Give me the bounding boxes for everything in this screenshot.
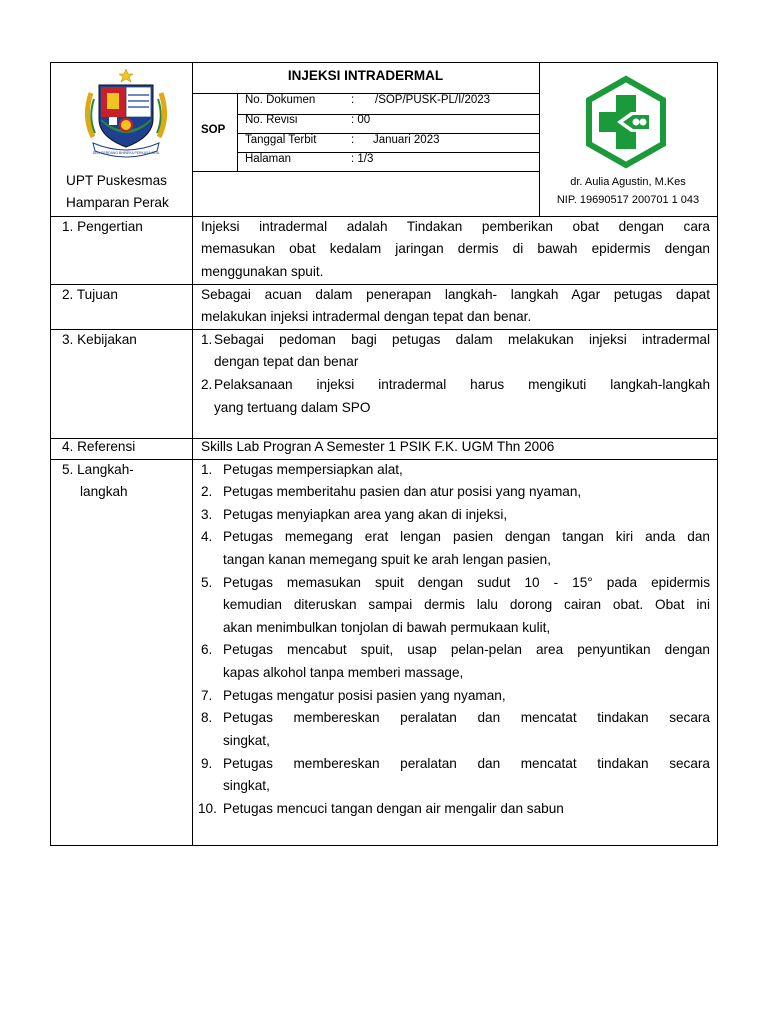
step-line: tangan kanan memegang spuit ke arah lengan pasien, bbox=[223, 552, 551, 567]
step-line: singkat, bbox=[223, 778, 270, 793]
seal-ribbon-text: DELI SERDANG BHINEKA PERKASA JAYA bbox=[92, 151, 160, 155]
section-label-langkah: 5. Langkah- bbox=[62, 462, 134, 477]
meta-label: Halaman bbox=[245, 153, 292, 165]
kebijakan-line: Pelaksanaan injeksi intradermal harus mengikuti langkah-langkah bbox=[214, 377, 710, 392]
divider bbox=[192, 171, 539, 172]
divider bbox=[192, 63, 193, 846]
step-number: 7. bbox=[201, 688, 213, 703]
kemenkes-logo bbox=[579, 75, 673, 169]
tujuan-line: melakukan injeksi intradermal dengan tepat dan benar. bbox=[201, 309, 532, 324]
step-number: 3. bbox=[201, 507, 213, 522]
signer-name: dr. Aulia Agustin, M.Kes bbox=[570, 176, 686, 188]
meta-label: No. Revisi bbox=[245, 114, 298, 126]
section-label-tujuan: 2. Tujuan bbox=[62, 287, 118, 302]
kebijakan-num: 1. bbox=[201, 332, 213, 347]
pengertian-line: memasukan obat kedalam jaringan dermis di bawah epidermis dengan bbox=[201, 241, 710, 256]
step-line: Petugas membereskan peralatan dan mencatat tindakan secara bbox=[223, 710, 710, 725]
meta-value: : 00 bbox=[351, 114, 371, 126]
step-line: Petugas memasukan spuit dengan sudut 10 - 15° pada epidermis bbox=[223, 575, 710, 590]
step-number: 8. bbox=[201, 710, 213, 725]
step-number: 4. bbox=[201, 529, 213, 544]
step-line: Petugas mencabut spuit, usap pelan-pelan area penyuntikan dengan bbox=[223, 642, 710, 657]
signer-nip: NIP. 19690517 200701 1 043 bbox=[556, 194, 700, 206]
step-line: Petugas memegang erat lengan pasien dengan tangan kiri anda dan bbox=[223, 529, 710, 544]
step-line: Petugas menyiapkan area yang akan di injeksi, bbox=[223, 507, 508, 522]
step-number: 10. bbox=[198, 801, 217, 816]
regency-seal-logo bbox=[79, 67, 173, 161]
step-line: Petugas membereskan peralatan dan mencatat tindakan secara bbox=[223, 756, 710, 771]
sop-label: SOP bbox=[201, 124, 226, 136]
step-number: 1. bbox=[201, 462, 213, 477]
section-label-referensi: 4. Referensi bbox=[62, 439, 136, 454]
meta-separator: : bbox=[351, 134, 355, 146]
section-label-pengertian: 1. Pengertian bbox=[62, 219, 143, 234]
referensi-text: Skills Lab Progran A Semester 1 PSIK F.K. UGM Thn 2006 bbox=[201, 439, 555, 454]
pengertian-line: Injeksi intradermal adalah Tindakan pemberikan obat dengan cara bbox=[201, 219, 710, 234]
pengertian-line: menggunakan spuit. bbox=[201, 264, 324, 279]
kebijakan-num: 2. bbox=[201, 377, 213, 392]
step-line: Petugas memberitahu pasien dan atur posisi yang nyaman, bbox=[223, 484, 582, 499]
step-line: Petugas mempersiapkan alat, bbox=[223, 462, 403, 477]
org-name-line1: UPT Puskesmas bbox=[66, 173, 167, 188]
step-line: Petugas mencuci tangan dengan air mengalir dan sabun bbox=[223, 801, 564, 816]
step-line: kapas alkohol tanpa memberi massage, bbox=[223, 665, 464, 680]
step-number: 5. bbox=[201, 575, 213, 590]
org-name-line2: Hamparan Perak bbox=[66, 195, 169, 210]
meta-separator: : bbox=[351, 94, 355, 106]
meta-label: No. Dokumen bbox=[245, 94, 316, 106]
step-line: Petugas mengatur posisi pasien yang nyaman, bbox=[223, 688, 506, 703]
meta-label: Tanggal Terbit bbox=[245, 134, 317, 146]
section-label-langkah-cont: langkah bbox=[80, 484, 128, 499]
step-line: singkat, bbox=[223, 733, 270, 748]
sop-document bbox=[50, 62, 718, 846]
step-line: akan menimbulkan tonjolan di bawah permukaan kulit, bbox=[223, 620, 551, 635]
meta-value: /SOP/PUSK-PL/I/2023 bbox=[375, 94, 491, 106]
step-number: 6. bbox=[201, 642, 213, 657]
meta-value: : 1/3 bbox=[351, 153, 374, 165]
document-title: INJEKSI INTRADERMAL bbox=[287, 68, 444, 83]
step-number: 9. bbox=[201, 756, 213, 771]
divider bbox=[237, 93, 238, 171]
kebijakan-line: Sebagai pedoman bagi petugas dalam melakukan injeksi intradermal bbox=[214, 332, 710, 347]
step-line: kemudian diteruskan sampai dermis lalu dorong cairan obat. Obat ini bbox=[223, 597, 710, 612]
kebijakan-line: dengan tepat dan benar bbox=[214, 354, 359, 369]
meta-value: Januari 2023 bbox=[373, 134, 440, 146]
tujuan-line: Sebagai acuan dalam penerapan langkah- langkah Agar petugas dapat bbox=[201, 287, 710, 302]
kebijakan-line: yang tertuang dalam SPO bbox=[214, 400, 371, 415]
step-number: 2. bbox=[201, 484, 213, 499]
section-label-kebijakan: 3. Kebijakan bbox=[62, 332, 137, 347]
